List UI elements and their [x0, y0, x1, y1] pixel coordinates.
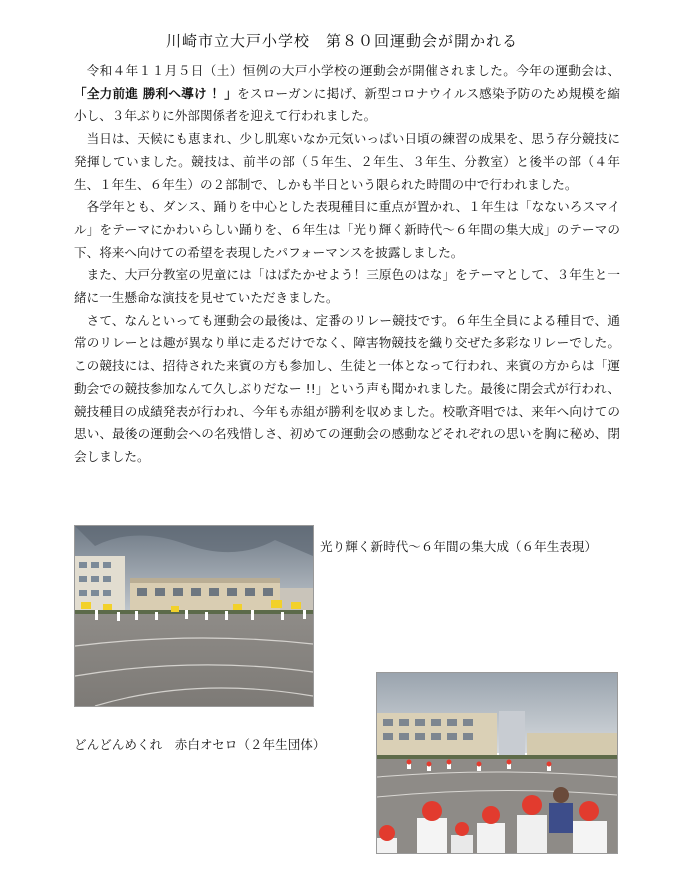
paragraph-5: さて、なんといっても運動会の最後は、定番のリレー競技です。６年生全員による種目で、通常のリレーとは趣が異なり単に走るだけでなく、障害物競技を織り交ぜた多彩なリレーでした。この競技には、招待された来賓の方も参加し、生徒と一体となって行われ、来賓の方からは「運動会での競技参加なんて久しぶりだなー !!」という声も聞かれました。最後に閉会式が行われ、競技種目の成績発表が行われ、今年も赤組が勝利を収めました。校歌斉唱では、来年へ向けての思い、最後の運動会への名残惜しさ、初めての運動会の感動などそれぞれの思いを胸に秘め、閉会しました。: [74, 312, 620, 464]
article-title: 川崎市立大戸小学校 第８０回運動会が開かれる: [165, 32, 518, 50]
article-body: [74, 60, 620, 469]
field-photo-2: [377, 673, 617, 853]
paragraph-2: 当日は、天候にも恵まれ、少し肌寒いなか元気いっぱい日頃の練習の成果を、思う存分競技に発揮していました。競技は、前半の部（５年生、２年生、３年生、分教室）と後半の部（４年生、１年生、６年生）の２部制で、しかも半日という限られた時間の中で行われました。: [74, 131, 620, 192]
photo-sixth-grade-performance: [74, 525, 314, 707]
paragraph-4: また、大戸分教室の児童には「はばたかせよう！三原色のはな」をテーマとして、３年生と一緒に一生懸命な演技を見せていただきました。: [74, 267, 620, 306]
caption-photo-1: 光り輝く新時代～６年間の集大成（６年生表現）: [320, 539, 598, 554]
p1-text-before: 令和４年１１月５日（土）恒例の大戸小学校の運動会が開催されました。今年の運動会は、: [86, 63, 620, 78]
caption-photo-2: どんどんめくれ 赤白オセロ（２年生団体）: [74, 737, 326, 752]
field-photo-1: [75, 526, 313, 706]
slogan: 「全力前進 勝利へ導け ！」: [74, 85, 238, 101]
paragraph-1: [74, 60, 620, 128]
paragraph-3: 各学年とも、ダンス、踊りを中心とした表現種目に重点が置かれ、１年生は「なないろスマイル」をテーマにかわいらしい踊りを、６年生は「光り輝く新時代～６年間の集大成」のテーマの下、将来へ向けての希望を表現したパフォーマンスを披露しました。: [74, 199, 620, 260]
p1-text-after: をスローガンに掲げ、新型コロナウイルス感染予防のため規模を縮小し、３年ぶりに外部関係者を迎えて行われました。: [74, 85, 620, 124]
photo-second-grade-team-event: [376, 672, 618, 854]
